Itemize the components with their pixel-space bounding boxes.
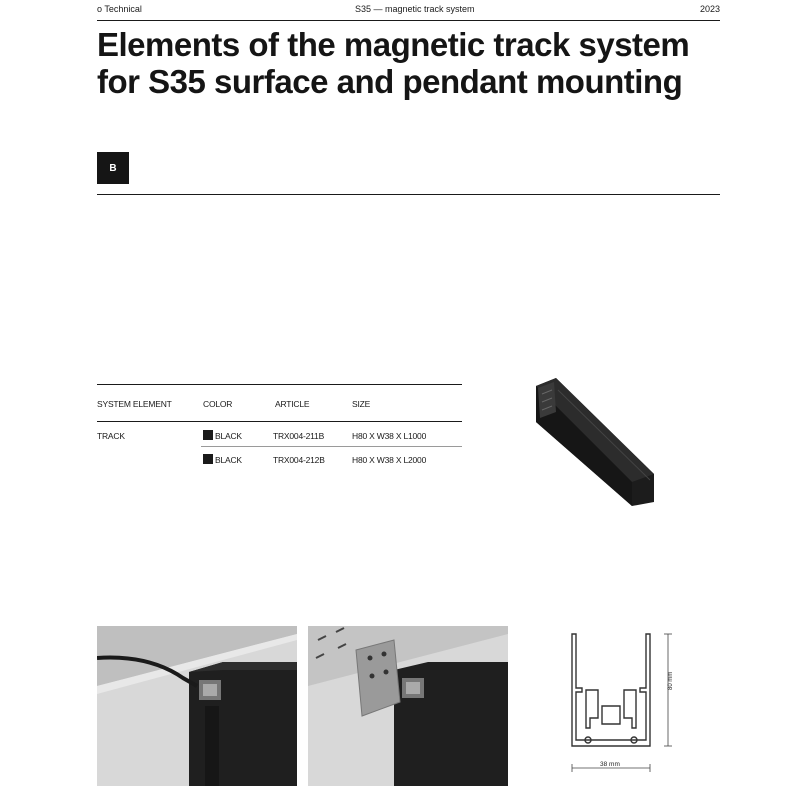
row2-color-label: BLACK: [215, 455, 242, 465]
color-swatch: [203, 454, 213, 464]
track-product-image: [528, 372, 658, 512]
profile-drawing: [560, 628, 680, 776]
column-header-size: SIZE: [352, 399, 371, 409]
row1-size: H80 X W38 X L1000: [352, 431, 427, 441]
height-dimension-label: 80 mm: [668, 671, 674, 690]
column-header-color: COLOR: [203, 399, 233, 409]
row1-color-label: BLACK: [215, 431, 242, 441]
row1-color: [203, 430, 242, 441]
table-top-rule: [97, 384, 462, 385]
column-header-element: SYSTEM ELEMENT: [97, 399, 172, 409]
column-header-article: ARTICLE: [275, 399, 310, 409]
section-badge: B: [97, 152, 129, 184]
track-installation-photo: [97, 626, 297, 786]
page-header: [97, 4, 720, 18]
end-cap-photo: [308, 626, 508, 786]
row2-article: TRX004-212B: [273, 455, 325, 465]
top-divider: [97, 20, 720, 21]
document-subtitle: S35 — magnetic track system: [355, 4, 475, 14]
row2-size: H80 X W38 X L2000: [352, 455, 427, 465]
section-divider: [97, 194, 720, 195]
section-label: o Technical: [97, 4, 142, 14]
row1-article: TRX004-211B: [273, 431, 325, 441]
table-header-rule: [97, 421, 462, 422]
row2-color: [203, 454, 242, 465]
row-divider: [201, 446, 462, 447]
year-label: 2023: [699, 4, 720, 14]
page-title: Elements of the magnetic track system for S35 surface and pendant mounting: [97, 26, 690, 100]
color-swatch: [203, 430, 213, 440]
row1-element: TRACK: [97, 431, 125, 441]
width-dimension-label: 38 mm: [600, 761, 620, 768]
